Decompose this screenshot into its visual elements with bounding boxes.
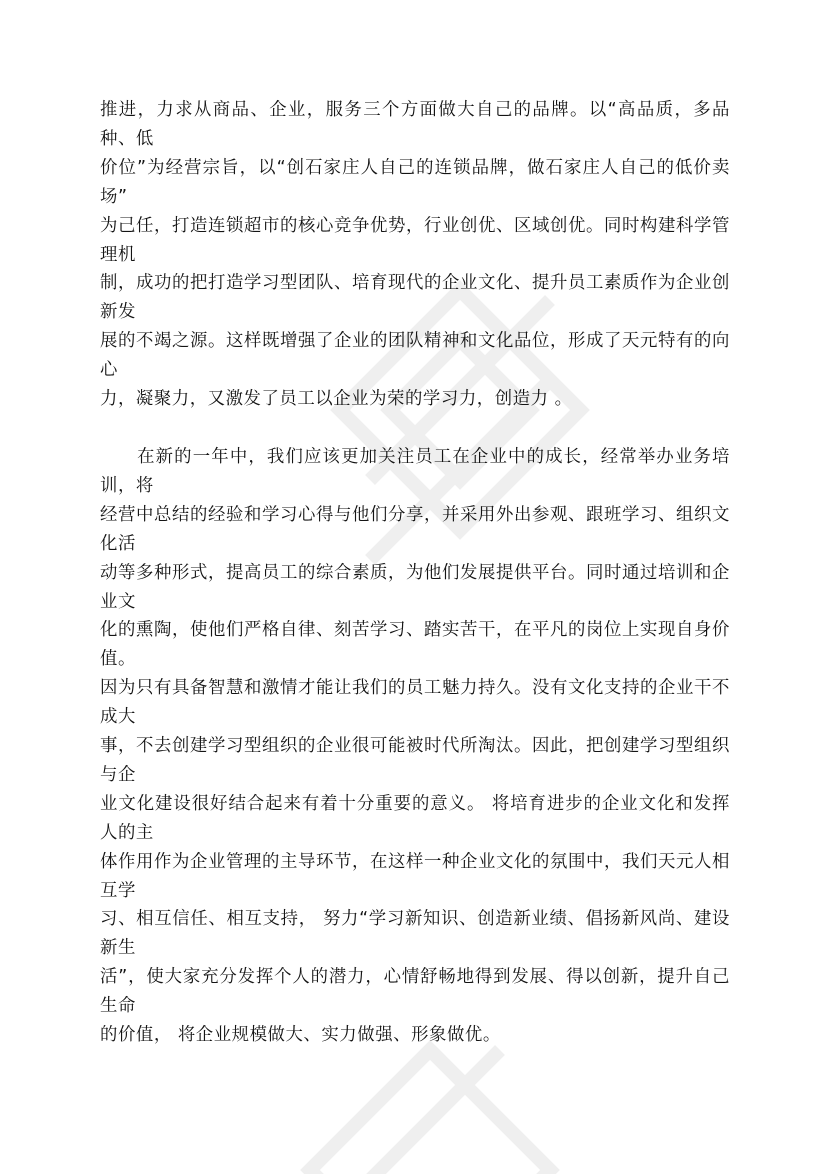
paragraph-1: 推进，力求从商品、企业，服务三个方面做大自己的品牌。以“高品质，多品种、低 价位”为经营宗旨，以“创石家庄人自己的连锁品牌，做石家庄人自己的低价卖场” 为己任，打造连锁超市的核心竞争优势，行业创优、区域创优。同时构建科学管理机 制，成功的把打造学习型团队、培育现代的企业文化、提升员工素质作为企业创新发 展的不竭之源。这样既增强了企业的团队精神和文化品位，形成了天元特有的向心 力，凝聚力，又激发了员工以企业为荣的学习力，创造力 。 <box>100 100 730 410</box>
watermark-logo-bottom <box>300 1040 560 1174</box>
document-body <box>100 96 730 1050</box>
paragraph-2: 在新的一年中，我们应该更加关注员工在企业中的成长，经常举办业务培训，将 经营中总结的经验和学习心得与他们分享，并采用外出参观、跟班学习、组织文化活 动等多种形式，提高员工的综合素质，为他们发展提供平台。同时通过培训和企业文 化的熏陶，使他们严格自律、刻苦学习、踏实苦干，在平凡的岗位上实现自身价值。 因为只有具备智慧和激情才能让我们的员工魅力持久。没有文化支持的企业干不成大 事，不去创建学习型组织的企业很可能被时代所淘汰。因此，把创建学习型组织与企 业文化建设很好结合起来有着十分重要的意义。 将培育进步的企业文化和发挥人的主 体作用作为企业管理的主导环节，在这样一种企业文化的氛围中，我们天元人相互学 习、相互信任、相互支持， 努力“学习新知识、创造新业绩、倡扬新风尚、建设新生 活”，使大家充分发挥个人的潜力，心情舒畅地得到发展、得以创新，提升自己生命 的价值， 将企业规模做大、实力做强、形象做优。 <box>100 446 730 1046</box>
